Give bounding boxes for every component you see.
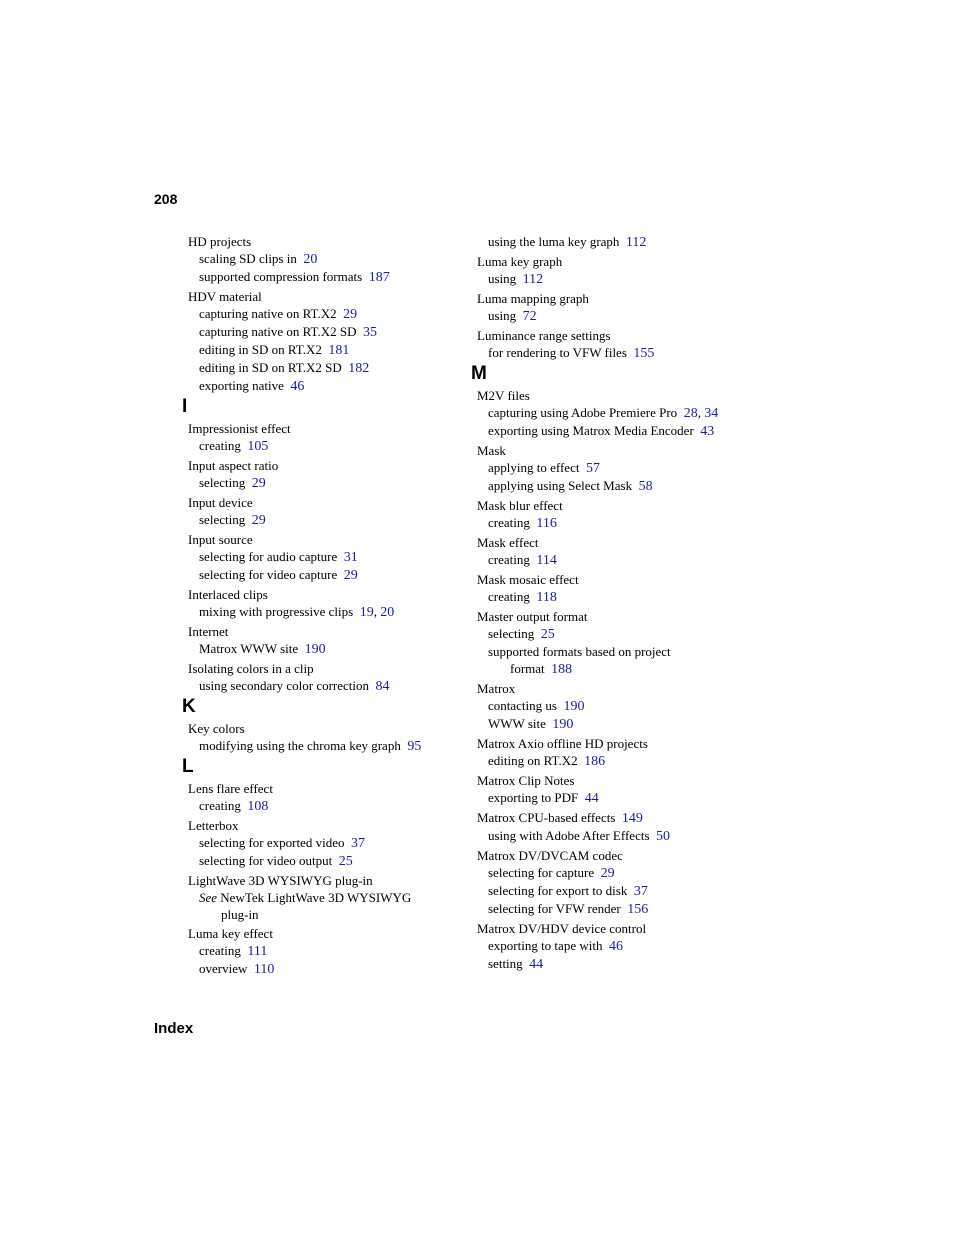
page-link[interactable]: 182 [348,361,370,376]
page-link[interactable]: 187 [368,270,390,285]
page-link[interactable]: 19 [359,605,374,620]
index-term: Input device [188,495,253,510]
index-term: format [510,661,545,676]
index-term: NewTek LightWave 3D WYSIWYG [220,890,412,905]
index-term: LightWave 3D WYSIWYG plug-in [188,873,373,888]
page-link[interactable]: 110 [253,962,275,977]
index-term: selecting [199,512,246,527]
page-link[interactable]: 43 [700,424,715,439]
index-sub-entry [188,797,468,815]
page-link[interactable]: 149 [621,811,643,826]
index-sub-entry [477,233,777,251]
page-link[interactable]: 44 [584,791,599,806]
page-link[interactable]: 156 [627,902,649,917]
page-link[interactable]: 37 [633,884,648,899]
index-main-entry [477,608,777,625]
index-main-entry [188,780,468,797]
index-main-entry [477,809,777,827]
index-term: selecting for audio capture [199,549,338,564]
index-column-right [471,233,777,973]
index-sub-entry [188,640,468,658]
index-sub-entry [477,752,777,770]
index-term: Mask blur effect [477,498,563,513]
index-section-letter: I [182,396,188,417]
index-main-entry [477,920,777,937]
index-term: selecting for VFW render [488,901,621,916]
index-term: Mask mosaic effect [477,572,579,587]
index-term: selecting for exported video [199,835,345,850]
index-sub-entry [188,250,468,268]
index-term: editing on RT.X2 [488,753,578,768]
page-link[interactable]: 111 [247,944,268,959]
index-term: creating [488,552,530,567]
page-link[interactable]: 190 [563,699,585,714]
page-link[interactable]: 112 [522,272,544,287]
index-term: using the luma key graph [488,234,620,249]
index-main-entry [188,925,468,942]
index-term: overview [199,961,248,976]
page-link[interactable]: 31 [343,550,358,565]
index-term: selecting for capture [488,865,595,880]
page-link[interactable]: 20 [303,252,318,267]
index-term: Luma key effect [188,926,273,941]
index-term: Impressionist effect [188,421,291,436]
index-term: creating [199,438,241,453]
footer-section-title: Index [154,1020,194,1037]
index-term: supported compression formats [199,269,363,284]
index-entry-continuation [188,906,468,923]
index-main-entry [188,720,468,737]
index-sub-entry [188,323,468,341]
index-term: capturing native on RT.X2 SD [199,324,357,339]
index-section-letter: K [182,696,196,717]
index-term: Letterbox [188,818,239,833]
page-link[interactable]: 114 [536,553,557,568]
page-separator: , [697,405,705,420]
page-link[interactable]: 190 [304,642,326,657]
index-sub-entry [477,270,777,288]
index-term: modifying using the chroma key graph [199,738,401,753]
index-term: scaling SD clips in [199,251,297,266]
index-term: Luma mapping graph [477,291,589,306]
index-term: applying to effect [488,460,580,475]
index-term: creating [199,943,241,958]
index-term: Mask [477,443,506,458]
page-link[interactable]: 28 [683,406,698,421]
index-term: using with Adobe After Effects [488,828,650,843]
page-link[interactable]: 116 [536,516,557,531]
index-term: exporting to PDF [488,790,579,805]
index-sub-entry [188,437,468,455]
page-link[interactable]: 112 [625,235,647,250]
index-term: editing in SD on RT.X2 SD [199,360,342,375]
index-sub-entry [188,341,468,359]
index-main-entry [477,327,777,344]
page-link[interactable]: 105 [247,439,269,454]
page-link[interactable]: 46 [290,379,305,394]
page-link[interactable]: 29 [251,476,266,491]
index-sub-entry [477,477,777,495]
page-link[interactable]: 25 [338,854,353,869]
index-sub-entry [188,889,468,906]
index-term: using [488,308,517,323]
page-link[interactable]: 181 [328,343,350,358]
page-link[interactable]: 188 [551,662,573,677]
index-main-entry [188,457,468,474]
index-term: using secondary color correction [199,678,370,693]
index-term: supported formats based on project [488,644,671,659]
index-term: applying using Select Mask [488,478,633,493]
index-term: Matrox [477,681,516,696]
page-link[interactable]: 118 [536,590,557,605]
index-term: creating [199,798,241,813]
index-sub-entry [477,422,777,440]
index-sub-entry [188,603,468,621]
index-main-entry [188,872,468,889]
index-term: Isolating colors in a clip [188,661,314,676]
index-sub-entry [477,588,777,606]
index-term: Lens flare effect [188,781,273,796]
index-main-entry [188,531,468,548]
page-link[interactable]: 84 [375,679,390,694]
index-term: capturing using Adobe Premiere Pro [488,405,678,420]
index-term: mixing with progressive clips [199,604,354,619]
index-main-entry [477,847,777,864]
index-term: capturing native on RT.X2 [199,306,337,321]
index-sub-entry [477,514,777,532]
index-term: Matrox DV/HDV device control [477,921,647,936]
index-term: Input aspect ratio [188,458,279,473]
index-term: Luma key graph [477,254,563,269]
page-link[interactable]: 20 [380,605,395,620]
page-link[interactable]: 29 [251,513,266,528]
page-link[interactable]: 29 [343,307,358,322]
index-sub-entry [188,305,468,323]
page-link[interactable]: 25 [540,627,555,642]
index-sub-entry [477,459,777,477]
index-term: Interlaced clips [188,587,268,602]
index-term: using [488,271,517,286]
index-sub-entry [477,307,777,325]
index-term: exporting to tape with [488,938,603,953]
page-link[interactable]: 95 [407,739,422,754]
see-reference-label: See [199,890,218,905]
index-sub-entry [477,551,777,569]
index-sub-entry [477,882,777,900]
page-number: 208 [154,191,178,207]
page-link[interactable]: 186 [584,754,606,769]
index-term: Matrox DV/DVCAM codec [477,848,623,863]
index-term: exporting using Matrox Media Encoder [488,423,694,438]
index-sub-entry [188,268,468,286]
page-link[interactable]: 44 [529,957,544,972]
index-sub-entry [477,715,777,733]
index-sub-entry [477,625,777,643]
index-sub-entry [188,548,468,566]
index-sub-entry [477,864,777,882]
index-sub-entry [188,677,468,695]
index-sub-entry [188,834,468,852]
index-main-entry [188,233,468,250]
index-main-entry [188,494,468,511]
index-term: selecting [488,626,535,641]
index-sub-entry [477,404,777,422]
index-term: for rendering to VFW files [488,345,627,360]
index-sub-entry [188,566,468,584]
index-term: selecting for video capture [199,567,338,582]
index-term: setting [488,956,523,971]
index-main-entry [477,680,777,697]
index-term: HDV material [188,289,262,304]
page-link[interactable]: 34 [704,406,719,421]
index-term: editing in SD on RT.X2 [199,342,322,357]
index-main-entry [188,586,468,603]
index-main-entry [477,253,777,270]
index-section-letter: M [471,363,487,384]
index-sub-entry [188,737,468,755]
index-term: Key colors [188,721,245,736]
index-sub-entry [188,511,468,529]
page-link[interactable]: 57 [585,461,600,476]
page-link[interactable]: 50 [656,829,671,844]
page-link[interactable]: 155 [633,346,655,361]
index-term: Input source [188,532,253,547]
index-main-entry [477,735,777,752]
page-link[interactable]: 58 [638,479,653,494]
index-term: selecting for video output [199,853,333,868]
index-term: Matrox WWW site [199,641,299,656]
index-term: selecting [199,475,246,490]
index-column-left [182,233,468,978]
index-main-entry [188,623,468,640]
index-sub-entry [477,344,777,362]
index-main-entry [188,420,468,437]
page-link[interactable]: 29 [600,866,615,881]
index-term: M2V files [477,388,530,403]
index-term: creating [488,589,530,604]
index-main-entry [477,571,777,588]
index-sub-entry [188,474,468,492]
index-term: Mask effect [477,535,539,550]
page-link[interactable]: 190 [552,717,574,732]
index-main-entry [477,534,777,551]
page-link[interactable]: 46 [608,939,623,954]
index-sub-entry [477,827,777,845]
index-term: Matrox CPU-based effects [477,810,616,825]
index-main-entry [188,817,468,834]
index-sub-entry [477,697,777,715]
index-main-entry [477,772,777,789]
index-sub-entry [188,942,468,960]
page-link[interactable]: 35 [362,325,377,340]
index-sub-entry [477,955,777,973]
page-link[interactable]: 37 [350,836,365,851]
index-term: contacting us [488,698,557,713]
index-sub-entry [477,900,777,918]
index-sub-entry [188,852,468,870]
index-main-entry [477,442,777,459]
index-term: Luminance range settings [477,328,611,343]
index-entry-continuation [477,660,777,678]
page-link[interactable]: 72 [522,309,537,324]
index-term: plug-in [221,907,259,922]
index-term: Internet [188,624,229,639]
index-main-entry [477,497,777,514]
index-sub-entry [477,643,777,660]
page-link[interactable]: 29 [343,568,358,583]
index-term: Matrox Clip Notes [477,773,575,788]
index-term: creating [488,515,530,530]
index-sub-entry [188,377,468,395]
index-term: Master output format [477,609,588,624]
index-sub-entry [188,359,468,377]
page-link[interactable]: 108 [247,799,269,814]
index-term: selecting for export to disk [488,883,628,898]
index-main-entry [477,387,777,404]
index-section-letter: L [182,756,194,777]
index-main-entry [477,290,777,307]
index-sub-entry [477,789,777,807]
page-separator: , [373,604,381,619]
index-main-entry [188,660,468,677]
index-main-entry [188,288,468,305]
index-term: exporting native [199,378,284,393]
index-sub-entry [188,960,468,978]
index-term: HD projects [188,234,252,249]
index-sub-entry [477,937,777,955]
index-term: WWW site [488,716,546,731]
index-term: Matrox Axio offline HD projects [477,736,648,751]
